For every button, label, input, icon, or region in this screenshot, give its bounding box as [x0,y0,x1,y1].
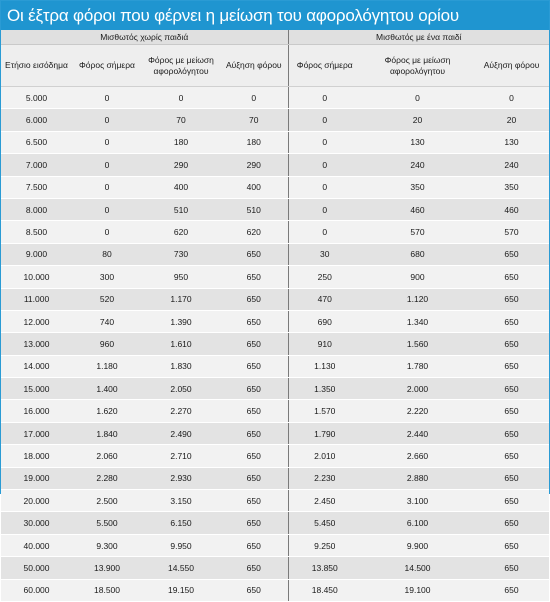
income-cell: 15.000 [1,378,72,400]
tax-reduced-child-cell: 2.660 [361,445,474,467]
tax-reduced-child-cell: 240 [361,154,474,176]
tax-today-child-cell: 30 [288,243,361,265]
tax-table [1,30,549,602]
tax-reduced-child-cell: 460 [361,198,474,220]
tax-today-child-cell: 0 [288,87,361,109]
table-row [1,198,549,220]
table-row [1,579,549,601]
table-row [1,131,549,153]
tax-today-cell: 13.900 [72,557,142,579]
tax-reduced-cell: 2.050 [142,378,220,400]
tax-today-child-cell: 0 [288,131,361,153]
increase-child-cell: 650 [474,243,549,265]
increase-cell: 620 [220,221,288,243]
table-row [1,333,549,355]
table-row [1,243,549,265]
tax-reduced-cell: 9.950 [142,534,220,556]
income-cell: 7.500 [1,176,72,198]
income-cell: 10.000 [1,266,72,288]
tax-today-child-cell: 2.230 [288,467,361,489]
tax-today-cell: 0 [72,154,142,176]
table-body [1,87,549,602]
tax-today-cell: 0 [72,109,142,131]
tax-today-cell: 1.620 [72,400,142,422]
table-row [1,87,549,109]
tax-today-child-cell: 250 [288,266,361,288]
tax-today-cell: 2.280 [72,467,142,489]
tax-reduced-cell: 180 [142,131,220,153]
tax-today-child-cell: 5.450 [288,512,361,534]
income-cell: 8.500 [1,221,72,243]
tax-today-cell: 80 [72,243,142,265]
tax-today-cell: 0 [72,221,142,243]
tax-reduced-child-cell: 2.000 [361,378,474,400]
tax-reduced-child-cell: 0 [361,87,474,109]
tax-today-child-cell: 0 [288,221,361,243]
increase-child-cell: 130 [474,131,549,153]
income-cell: 14.000 [1,355,72,377]
tax-today-cell: 520 [72,288,142,310]
table-row [1,355,549,377]
income-cell: 16.000 [1,400,72,422]
tax-reduced-child-cell: 20 [361,109,474,131]
column-header-row [1,45,549,87]
tax-today-cell: 1.840 [72,422,142,444]
tax-reduced-cell: 290 [142,154,220,176]
increase-cell: 650 [220,378,288,400]
group-one-child: Μισθωτός με ένα παιδί [288,30,549,45]
tax-today-child-cell: 0 [288,154,361,176]
table-row [1,310,549,332]
increase-child-cell: 650 [474,445,549,467]
group-no-children: Μισθωτός χωρίς παιδιά [1,30,288,45]
tax-today-cell: 960 [72,333,142,355]
tax-reduced-child-cell: 2.880 [361,467,474,489]
tax-reduced-child-cell: 570 [361,221,474,243]
increase-cell: 70 [220,109,288,131]
tax-reduced-cell: 620 [142,221,220,243]
table-row [1,176,549,198]
tax-reduced-child-cell: 130 [361,131,474,153]
tax-reduced-child-cell: 1.340 [361,310,474,332]
tax-reduced-cell: 2.270 [142,400,220,422]
income-cell: 50.000 [1,557,72,579]
table-row [1,445,549,467]
increase-child-cell: 650 [474,288,549,310]
increase-child-cell: 650 [474,400,549,422]
increase-cell: 0 [220,87,288,109]
increase-child-cell: 650 [474,310,549,332]
tax-today-cell: 2.060 [72,445,142,467]
tax-today-child-cell: 470 [288,288,361,310]
table-row [1,557,549,579]
tax-today-child-cell: 1.790 [288,422,361,444]
increase-cell: 400 [220,176,288,198]
increase-cell: 650 [220,534,288,556]
table-row [1,490,549,512]
increase-child-cell: 650 [474,490,549,512]
income-cell: 30.000 [1,512,72,534]
tax-today-cell: 9.300 [72,534,142,556]
increase-child-cell: 650 [474,557,549,579]
tax-today-child-cell: 9.250 [288,534,361,556]
table-row [1,288,549,310]
tax-today-child-cell: 13.850 [288,557,361,579]
tax-today-cell: 300 [72,266,142,288]
income-cell: 19.000 [1,467,72,489]
tax-reduced-cell: 6.150 [142,512,220,534]
tax-reduced-child-cell: 350 [361,176,474,198]
table-row [1,512,549,534]
increase-child-cell: 240 [474,154,549,176]
increase-child-cell: 650 [474,355,549,377]
tax-reduced-child-cell: 2.440 [361,422,474,444]
increase-child-cell: 650 [474,266,549,288]
tax-today-child-cell: 690 [288,310,361,332]
tax-reduced-cell: 3.150 [142,490,220,512]
tax-today-cell: 0 [72,176,142,198]
income-cell: 9.000 [1,243,72,265]
tax-reduced-cell: 400 [142,176,220,198]
tax-today-child-cell: 18.450 [288,579,361,601]
increase-child-cell: 650 [474,467,549,489]
table-row [1,467,549,489]
increase-cell: 510 [220,198,288,220]
col-income: Ετήσιο εισόδημα [1,45,72,87]
increase-cell: 650 [220,310,288,332]
increase-cell: 650 [220,355,288,377]
group-header-row [1,30,549,45]
col-tax-today: Φόρος σήμερα [72,45,142,87]
table-row [1,221,549,243]
tax-reduced-cell: 14.550 [142,557,220,579]
tax-reduced-cell: 950 [142,266,220,288]
tax-today-child-cell: 2.450 [288,490,361,512]
income-cell: 18.000 [1,445,72,467]
tax-reduced-child-cell: 900 [361,266,474,288]
increase-cell: 650 [220,243,288,265]
tax-today-child-cell: 1.350 [288,378,361,400]
figure-title: Οι έξτρα φόροι που φέρνει η μείωση του αφορολόγητου ορίου [1,1,549,30]
income-cell: 7.000 [1,154,72,176]
tax-today-child-cell: 0 [288,109,361,131]
increase-cell: 650 [220,266,288,288]
increase-child-cell: 650 [474,422,549,444]
income-cell: 12.000 [1,310,72,332]
increase-cell: 650 [220,400,288,422]
tax-reduced-cell: 1.170 [142,288,220,310]
income-cell: 40.000 [1,534,72,556]
tax-today-cell: 2.500 [72,490,142,512]
tax-reduced-cell: 0 [142,87,220,109]
increase-cell: 650 [220,288,288,310]
col-tax-today-child: Φόρος σήμερα [288,45,361,87]
income-cell: 5.000 [1,87,72,109]
income-cell: 6.000 [1,109,72,131]
tax-reduced-cell: 1.610 [142,333,220,355]
tax-today-child-cell: 1.130 [288,355,361,377]
tax-today-child-cell: 0 [288,198,361,220]
increase-child-cell: 650 [474,333,549,355]
income-cell: 6.500 [1,131,72,153]
col-tax-reduced-child: Φόρος με μείωση αφορολόγητου [361,45,474,87]
table-row [1,400,549,422]
tax-today-child-cell: 910 [288,333,361,355]
tax-today-cell: 740 [72,310,142,332]
tax-reduced-cell: 2.710 [142,445,220,467]
table-row [1,534,549,556]
tax-reduced-child-cell: 1.120 [361,288,474,310]
income-cell: 13.000 [1,333,72,355]
tax-reduced-child-cell: 1.780 [361,355,474,377]
tax-reduced-child-cell: 3.100 [361,490,474,512]
increase-child-cell: 0 [474,87,549,109]
tax-today-child-cell: 0 [288,176,361,198]
table-row [1,422,549,444]
tax-today-cell: 5.500 [72,512,142,534]
increase-cell: 650 [220,333,288,355]
tax-today-child-cell: 2.010 [288,445,361,467]
tax-reduced-child-cell: 9.900 [361,534,474,556]
income-cell: 60.000 [1,579,72,601]
tax-reduced-child-cell: 680 [361,243,474,265]
tax-today-child-cell: 1.570 [288,400,361,422]
col-increase-child: Αύξηση φόρου [474,45,549,87]
increase-child-cell: 350 [474,176,549,198]
tax-today-cell: 18.500 [72,579,142,601]
tax-reduced-child-cell: 14.500 [361,557,474,579]
tax-reduced-cell: 1.390 [142,310,220,332]
table-row [1,266,549,288]
tax-reduced-cell: 70 [142,109,220,131]
increase-cell: 650 [220,579,288,601]
income-cell: 20.000 [1,490,72,512]
tax-reduced-cell: 1.830 [142,355,220,377]
table-row [1,154,549,176]
tax-reduced-child-cell: 1.560 [361,333,474,355]
increase-child-cell: 570 [474,221,549,243]
tax-reduced-cell: 510 [142,198,220,220]
increase-cell: 650 [220,557,288,579]
tax-reduced-cell: 2.930 [142,467,220,489]
tax-today-cell: 0 [72,131,142,153]
tax-today-cell: 1.400 [72,378,142,400]
tax-reduced-cell: 19.150 [142,579,220,601]
col-increase: Αύξηση φόρου [220,45,288,87]
increase-child-cell: 650 [474,534,549,556]
increase-child-cell: 460 [474,198,549,220]
tax-reduced-cell: 2.490 [142,422,220,444]
increase-child-cell: 650 [474,512,549,534]
increase-child-cell: 20 [474,109,549,131]
table-row [1,109,549,131]
income-cell: 17.000 [1,422,72,444]
income-cell: 11.000 [1,288,72,310]
increase-cell: 650 [220,467,288,489]
tax-today-cell: 0 [72,198,142,220]
increase-child-cell: 650 [474,579,549,601]
increase-cell: 180 [220,131,288,153]
tax-today-cell: 1.180 [72,355,142,377]
tax-today-cell: 0 [72,87,142,109]
tax-reduced-child-cell: 2.220 [361,400,474,422]
increase-cell: 650 [220,445,288,467]
increase-cell: 650 [220,422,288,444]
increase-cell: 290 [220,154,288,176]
increase-cell: 650 [220,490,288,512]
col-tax-reduced: Φόρος με μείωση αφορολόγητου [142,45,220,87]
table-row [1,378,549,400]
income-cell: 8.000 [1,198,72,220]
tax-reduced-child-cell: 19.100 [361,579,474,601]
increase-cell: 650 [220,512,288,534]
tax-reduced-cell: 730 [142,243,220,265]
tax-reduced-child-cell: 6.100 [361,512,474,534]
increase-child-cell: 650 [474,378,549,400]
